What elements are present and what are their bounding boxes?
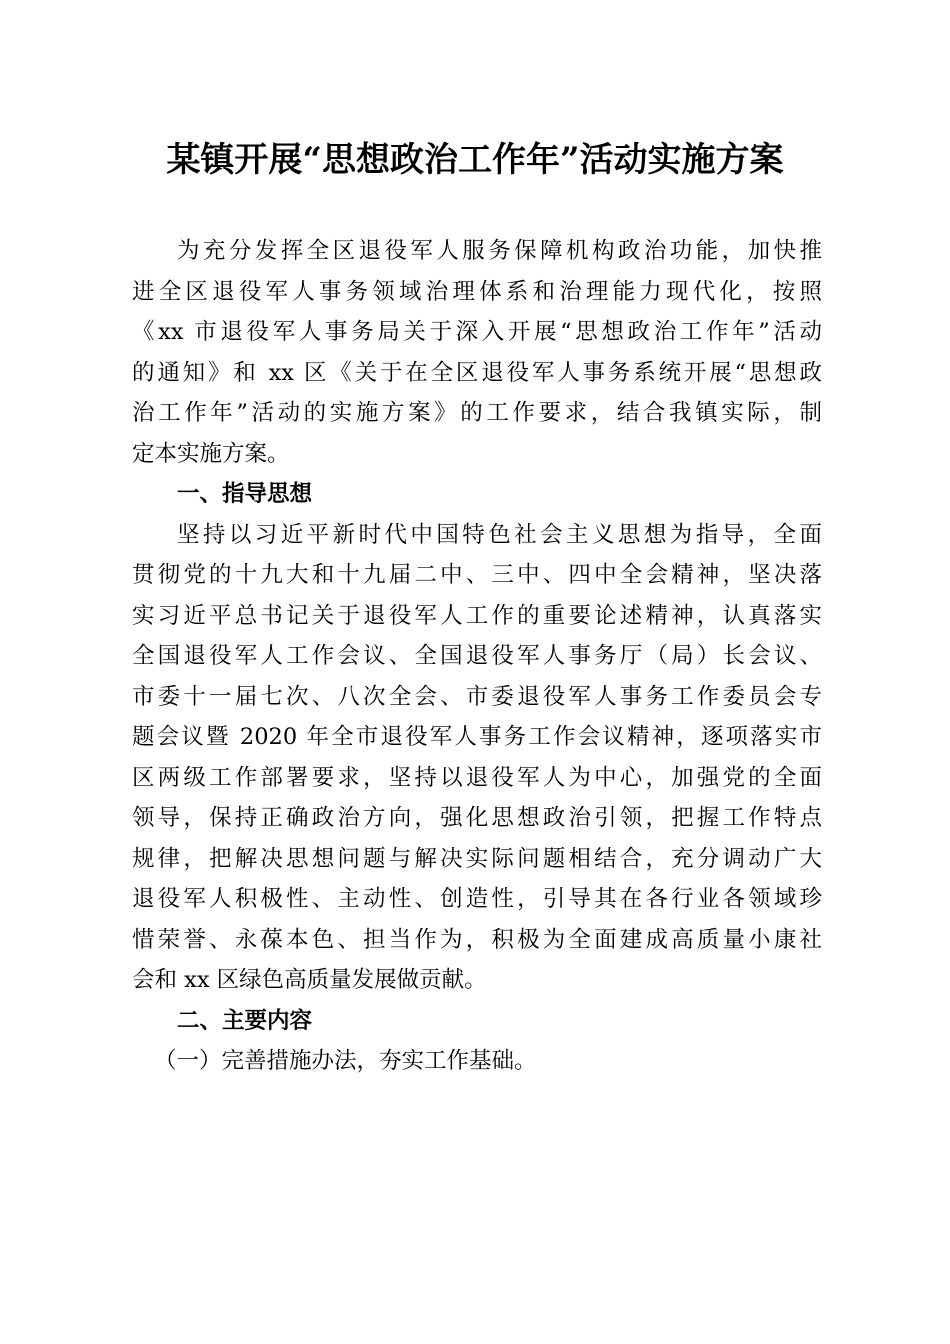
intro-paragraph: [132, 231, 822, 474]
paragraph-line: 惜荣誉、永葆本色、担当作为，积极为全面建成高质量小康社: [132, 926, 822, 953]
section-heading-main-content: 二、主要内容: [177, 1007, 313, 1034]
paragraph-line: 领导，保持正确政治方向，强化思想政治引领，把握工作特点: [132, 805, 822, 831]
paragraph-line: 坚持以习近平新时代中国特色社会主义思想为指导，全面: [177, 521, 822, 548]
document-body: [132, 231, 822, 1082]
subsection-heading: （一）完善措施办法，夯实工作基础。: [154, 1048, 537, 1074]
paragraph-line: 会和 xx 区绿色高质量发展做贡献。: [132, 967, 487, 993]
document-title: 某镇开展“思想政治工作年”活动实施方案: [166, 140, 784, 180]
intro-line: 治工作年”活动的实施方案》的工作要求，结合我镇实际，制: [132, 400, 822, 426]
guiding-ideology-paragraph: [132, 515, 822, 1001]
paragraph-line: 贯彻党的十九大和十九届二中、三中、四中全会精神，坚决落: [132, 562, 822, 588]
paragraph-line: 市委十一届七次、八次全会、市委退役军人事务工作委员会专: [132, 683, 822, 710]
paragraph-line: 全国退役军人工作会议、全国退役军人事务厅（局）长会议、: [132, 643, 822, 669]
paragraph-line: 题会议暨 2020 年全市退役军人事务工作会议精神，逐项落实市: [132, 724, 822, 750]
intro-line: 进全区退役军人事务领域治理体系和治理能力现代化，按照: [132, 278, 822, 305]
paragraph-line: 退役军人积极性、主动性、创造性，引导其在各行业各领域珍: [132, 886, 822, 912]
section-heading-guiding-ideology: 一、指导思想: [177, 481, 313, 507]
intro-line: 为充分发挥全区退役军人服务保障机构政治功能，加快推: [177, 238, 822, 264]
intro-line: 定本实施方案。: [132, 440, 290, 467]
paragraph-line: 实习近平总书记关于退役军人工作的重要论述精神，认真落实: [132, 602, 822, 629]
intro-line: 的通知》和 xx 区《关于在全区退役军人事务系统开展“思想政: [132, 359, 822, 386]
paragraph-line: 规律，把解决思想问题与解决实际问题相结合，充分调动广大: [132, 845, 822, 872]
paragraph-line: 区两级工作部署要求，坚持以退役军人为中心，加强党的全面: [132, 764, 822, 791]
intro-line: 《xx 市退役军人事务局关于深入开展“思想政治工作年”活动: [132, 319, 822, 345]
